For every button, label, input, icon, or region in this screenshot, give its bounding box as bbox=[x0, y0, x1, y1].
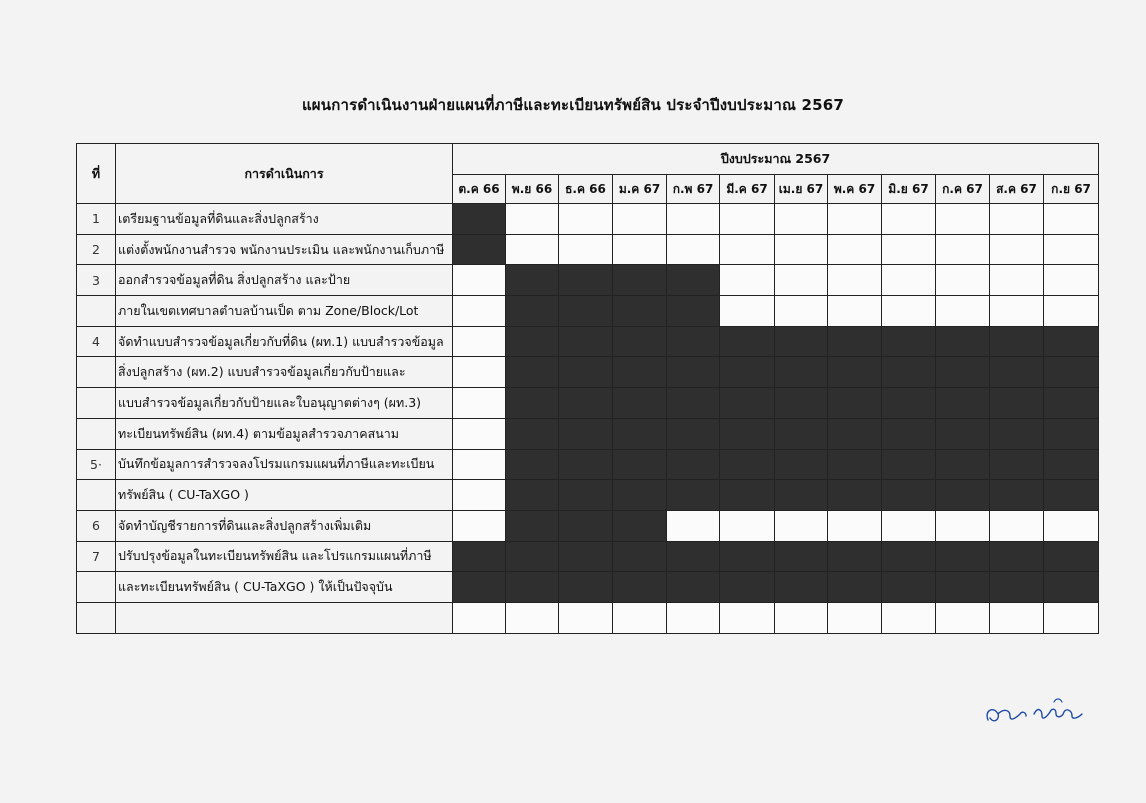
schedule-cell-filled bbox=[613, 480, 667, 511]
table-row bbox=[77, 541, 1099, 572]
schedule-cell-filled bbox=[1044, 572, 1099, 603]
row-number: 6 bbox=[77, 510, 116, 541]
schedule-cell-filled bbox=[882, 480, 936, 511]
schedule-cell-filled bbox=[559, 326, 613, 357]
schedule-cell-filled bbox=[667, 357, 720, 388]
schedule-cell-empty bbox=[720, 602, 775, 633]
schedule-cell-filled bbox=[720, 418, 775, 449]
schedule-cell-empty bbox=[1044, 296, 1099, 327]
schedule-cell-filled bbox=[506, 418, 559, 449]
schedule-cell-empty bbox=[613, 204, 667, 235]
schedule-cell-filled bbox=[667, 296, 720, 327]
signature bbox=[980, 688, 1090, 738]
schedule-cell-empty bbox=[559, 234, 613, 265]
row-activity: ออกสำรวจข้อมูลที่ดิน สิ่งปลูกสร้าง และป้าย bbox=[116, 265, 453, 296]
schedule-cell-empty bbox=[990, 204, 1044, 235]
schedule-cell-filled bbox=[882, 572, 936, 603]
header-month-7: เม.ย 67 bbox=[775, 175, 828, 204]
schedule-cell-filled bbox=[559, 541, 613, 572]
schedule-cell-empty bbox=[990, 265, 1044, 296]
schedule-cell-empty bbox=[559, 204, 613, 235]
schedule-cell-filled bbox=[828, 541, 882, 572]
schedule-cell-filled bbox=[506, 265, 559, 296]
row-activity: ปรับปรุงข้อมูลในทะเบียนทรัพย์สิน และโปรแกรมแผนที่ภาษี bbox=[116, 541, 453, 572]
schedule-cell-filled bbox=[720, 388, 775, 419]
schedule-cell-empty bbox=[990, 234, 1044, 265]
schedule-cell-filled bbox=[936, 326, 990, 357]
schedule-cell-empty bbox=[720, 510, 775, 541]
schedule-cell-filled bbox=[613, 572, 667, 603]
schedule-cell-empty bbox=[1044, 234, 1099, 265]
table-row bbox=[77, 510, 1099, 541]
schedule-cell-empty bbox=[828, 602, 882, 633]
schedule-cell-empty bbox=[882, 204, 936, 235]
schedule-cell-filled bbox=[775, 572, 828, 603]
schedule-cell-empty bbox=[1044, 204, 1099, 235]
schedule-cell-empty bbox=[1044, 265, 1099, 296]
schedule-cell-filled bbox=[613, 541, 667, 572]
schedule-cell-filled bbox=[775, 541, 828, 572]
schedule-cell-filled bbox=[828, 326, 882, 357]
header-month-1: ต.ค 66 bbox=[453, 175, 506, 204]
schedule-cell-filled bbox=[775, 326, 828, 357]
schedule-cell-empty bbox=[559, 602, 613, 633]
schedule-cell-filled bbox=[506, 510, 559, 541]
schedule-cell-filled bbox=[720, 357, 775, 388]
schedule-cell-filled bbox=[775, 357, 828, 388]
schedule-cell-empty bbox=[775, 265, 828, 296]
schedule-cell-empty bbox=[453, 602, 506, 633]
schedule-cell-filled bbox=[667, 265, 720, 296]
schedule-cell-filled bbox=[613, 449, 667, 480]
schedule-cell-filled bbox=[506, 296, 559, 327]
row-activity: และทะเบียนทรัพย์สิน ( CU-TaXGO ) ให้เป็นปัจจุบัน bbox=[116, 572, 453, 603]
schedule-cell-empty bbox=[882, 296, 936, 327]
schedule-cell-empty bbox=[506, 234, 559, 265]
schedule-cell-filled bbox=[775, 480, 828, 511]
document-title: แผนการดำเนินงานฝ่ายแผนที่ภาษีและทะเบียนทรัพย์สิน ประจำปีงบประมาณ 2567 bbox=[301, 96, 845, 114]
schedule-cell-filled bbox=[828, 418, 882, 449]
schedule-cell-empty bbox=[936, 296, 990, 327]
row-number bbox=[77, 388, 116, 419]
table-row bbox=[77, 204, 1099, 235]
header-month-4: ม.ค 67 bbox=[613, 175, 667, 204]
header-month-9: มิ.ย 67 bbox=[882, 175, 936, 204]
row-number bbox=[77, 357, 116, 388]
header-activity: การดำเนินการ bbox=[116, 144, 453, 204]
schedule-cell-filled bbox=[775, 418, 828, 449]
header-month-10: ก.ค 67 bbox=[936, 175, 990, 204]
gantt-table bbox=[76, 143, 1099, 634]
schedule-cell-empty bbox=[1044, 510, 1099, 541]
schedule-cell-empty bbox=[775, 296, 828, 327]
schedule-cell-filled bbox=[1044, 418, 1099, 449]
row-number bbox=[77, 602, 116, 633]
schedule-cell-filled bbox=[720, 572, 775, 603]
table-row bbox=[77, 449, 1099, 480]
schedule-cell-filled bbox=[720, 541, 775, 572]
schedule-cell-filled bbox=[990, 449, 1044, 480]
schedule-cell-filled bbox=[453, 234, 506, 265]
schedule-cell-filled bbox=[1044, 541, 1099, 572]
schedule-cell-filled bbox=[720, 480, 775, 511]
schedule-cell-empty bbox=[936, 234, 990, 265]
schedule-cell-filled bbox=[667, 388, 720, 419]
schedule-cell-empty bbox=[882, 510, 936, 541]
header-fiscal-year: ปีงบประมาณ 2567 bbox=[453, 144, 1099, 175]
schedule-cell-filled bbox=[936, 449, 990, 480]
schedule-cell-empty bbox=[882, 234, 936, 265]
schedule-cell-filled bbox=[882, 388, 936, 419]
row-activity: เตรียมฐานข้อมูลที่ดินและสิ่งปลูกสร้าง bbox=[116, 204, 453, 235]
schedule-cell-filled bbox=[667, 541, 720, 572]
schedule-cell-filled bbox=[720, 449, 775, 480]
schedule-cell-filled bbox=[882, 326, 936, 357]
schedule-cell-filled bbox=[882, 357, 936, 388]
schedule-cell-filled bbox=[936, 541, 990, 572]
schedule-cell-filled bbox=[990, 480, 1044, 511]
schedule-cell-filled bbox=[828, 572, 882, 603]
row-number: 4 bbox=[77, 326, 116, 357]
schedule-cell-filled bbox=[613, 296, 667, 327]
row-number: 3 bbox=[77, 265, 116, 296]
schedule-cell-empty bbox=[613, 602, 667, 633]
schedule-cell-filled bbox=[613, 265, 667, 296]
row-activity: จัดทำแบบสำรวจข้อมูลเกี่ยวกับที่ดิน (ผท.1) แบบสำรวจข้อมูล bbox=[116, 326, 453, 357]
row-activity bbox=[116, 602, 453, 633]
row-number: 5· bbox=[77, 449, 116, 480]
schedule-cell-filled bbox=[453, 572, 506, 603]
schedule-cell-empty bbox=[828, 204, 882, 235]
schedule-cell-filled bbox=[613, 357, 667, 388]
schedule-cell-filled bbox=[506, 449, 559, 480]
schedule-cell-filled bbox=[559, 388, 613, 419]
schedule-cell-filled bbox=[559, 480, 613, 511]
schedule-cell-empty bbox=[775, 204, 828, 235]
row-activity: ภายในเขตเทศบาลตำบลบ้านเป็ด ตาม Zone/Block/Lot bbox=[116, 296, 453, 327]
schedule-cell-empty bbox=[828, 510, 882, 541]
schedule-cell-empty bbox=[613, 234, 667, 265]
schedule-cell-empty bbox=[775, 234, 828, 265]
schedule-cell-filled bbox=[667, 418, 720, 449]
schedule-cell-empty bbox=[667, 510, 720, 541]
schedule-cell-filled bbox=[1044, 480, 1099, 511]
schedule-cell-empty bbox=[667, 234, 720, 265]
row-activity: แต่งตั้งพนักงานสำรวจ พนักงานประเมิน และพนักงานเก็บภาษี bbox=[116, 234, 453, 265]
schedule-cell-empty bbox=[882, 602, 936, 633]
row-number bbox=[77, 418, 116, 449]
schedule-cell-empty bbox=[936, 602, 990, 633]
schedule-cell-empty bbox=[453, 357, 506, 388]
table-row bbox=[77, 480, 1099, 511]
table-row bbox=[77, 357, 1099, 388]
row-number bbox=[77, 296, 116, 327]
schedule-cell-filled bbox=[613, 418, 667, 449]
header-month-3: ธ.ค 66 bbox=[559, 175, 613, 204]
schedule-cell-empty bbox=[990, 602, 1044, 633]
schedule-cell-filled bbox=[990, 541, 1044, 572]
schedule-cell-empty bbox=[453, 480, 506, 511]
schedule-cell-filled bbox=[828, 480, 882, 511]
table-row bbox=[77, 388, 1099, 419]
schedule-cell-filled bbox=[667, 326, 720, 357]
schedule-cell-filled bbox=[775, 388, 828, 419]
schedule-cell-filled bbox=[559, 296, 613, 327]
row-activity: ทะเบียนทรัพย์สิน (ผท.4) ตามข้อมูลสำรวจภาคสนาม bbox=[116, 418, 453, 449]
schedule-cell-filled bbox=[828, 357, 882, 388]
schedule-cell-filled bbox=[936, 572, 990, 603]
schedule-cell-empty bbox=[667, 602, 720, 633]
schedule-cell-filled bbox=[882, 449, 936, 480]
schedule-cell-empty bbox=[506, 602, 559, 633]
schedule-cell-empty bbox=[453, 510, 506, 541]
schedule-cell-filled bbox=[613, 510, 667, 541]
schedule-cell-filled bbox=[613, 388, 667, 419]
schedule-cell-empty bbox=[828, 265, 882, 296]
schedule-cell-filled bbox=[990, 326, 1044, 357]
schedule-cell-filled bbox=[990, 388, 1044, 419]
table-row bbox=[77, 572, 1099, 603]
schedule-cell-filled bbox=[667, 449, 720, 480]
row-activity: แบบสำรวจข้อมูลเกี่ยวกับป้ายและใบอนุญาตต่างๆ (ผท.3) bbox=[116, 388, 453, 419]
schedule-cell-empty bbox=[936, 204, 990, 235]
schedule-cell-empty bbox=[1044, 602, 1099, 633]
row-activity: บันทึกข้อมูลการสำรวจลงโปรมแกรมแผนที่ภาษีและทะเบียน bbox=[116, 449, 453, 480]
schedule-cell-filled bbox=[936, 480, 990, 511]
schedule-cell-filled bbox=[1044, 449, 1099, 480]
row-activity: จัดทำบัญชีรายการที่ดินและสิ่งปลูกสร้างเพิ่มเติม bbox=[116, 510, 453, 541]
schedule-cell-empty bbox=[775, 602, 828, 633]
header-no: ที่ bbox=[77, 144, 116, 204]
schedule-cell-filled bbox=[1044, 326, 1099, 357]
schedule-cell-filled bbox=[936, 388, 990, 419]
schedule-cell-empty bbox=[882, 265, 936, 296]
schedule-cell-empty bbox=[936, 265, 990, 296]
schedule-cell-empty bbox=[667, 204, 720, 235]
schedule-cell-filled bbox=[1044, 357, 1099, 388]
schedule-cell-filled bbox=[936, 357, 990, 388]
schedule-cell-filled bbox=[506, 357, 559, 388]
schedule-cell-filled bbox=[559, 265, 613, 296]
table-row bbox=[77, 296, 1099, 327]
schedule-cell-filled bbox=[559, 572, 613, 603]
schedule-cell-filled bbox=[667, 480, 720, 511]
schedule-cell-filled bbox=[720, 326, 775, 357]
schedule-cell-filled bbox=[506, 541, 559, 572]
schedule-cell-filled bbox=[936, 418, 990, 449]
schedule-cell-filled bbox=[506, 388, 559, 419]
schedule-cell-empty bbox=[990, 510, 1044, 541]
header-month-2: พ.ย 66 bbox=[506, 175, 559, 204]
schedule-cell-empty bbox=[453, 265, 506, 296]
schedule-cell-filled bbox=[882, 418, 936, 449]
schedule-cell-empty bbox=[720, 265, 775, 296]
schedule-cell-filled bbox=[559, 449, 613, 480]
schedule-cell-filled bbox=[453, 204, 506, 235]
row-number: 2 bbox=[77, 234, 116, 265]
schedule-cell-filled bbox=[882, 541, 936, 572]
schedule-cell-empty bbox=[720, 234, 775, 265]
schedule-cell-empty bbox=[990, 296, 1044, 327]
schedule-cell-filled bbox=[990, 357, 1044, 388]
table-row bbox=[77, 418, 1099, 449]
schedule-cell-empty bbox=[828, 296, 882, 327]
schedule-cell-empty bbox=[453, 326, 506, 357]
row-number bbox=[77, 480, 116, 511]
schedule-cell-filled bbox=[613, 326, 667, 357]
schedule-cell-filled bbox=[990, 418, 1044, 449]
header-month-8: พ.ค 67 bbox=[828, 175, 882, 204]
schedule-cell-filled bbox=[559, 510, 613, 541]
table-row bbox=[77, 234, 1099, 265]
schedule-cell-empty bbox=[453, 388, 506, 419]
header-month-12: ก.ย 67 bbox=[1044, 175, 1099, 204]
schedule-cell-empty bbox=[720, 204, 775, 235]
schedule-cell-filled bbox=[453, 541, 506, 572]
schedule-cell-empty bbox=[936, 510, 990, 541]
schedule-cell-filled bbox=[828, 449, 882, 480]
schedule-cell-filled bbox=[990, 572, 1044, 603]
schedule-cell-empty bbox=[453, 418, 506, 449]
schedule-cell-empty bbox=[720, 296, 775, 327]
schedule-cell-filled bbox=[667, 572, 720, 603]
row-number: 1 bbox=[77, 204, 116, 235]
row-number bbox=[77, 572, 116, 603]
schedule-cell-filled bbox=[506, 572, 559, 603]
table-row bbox=[77, 265, 1099, 296]
table-row bbox=[77, 602, 1099, 633]
schedule-cell-empty bbox=[453, 449, 506, 480]
schedule-cell-empty bbox=[453, 296, 506, 327]
schedule-cell-empty bbox=[828, 234, 882, 265]
header-month-6: มี.ค 67 bbox=[720, 175, 775, 204]
schedule-cell-filled bbox=[506, 326, 559, 357]
header-month-5: ก.พ 67 bbox=[667, 175, 720, 204]
schedule-cell-filled bbox=[775, 449, 828, 480]
schedule-cell-filled bbox=[559, 357, 613, 388]
row-activity: สิ่งปลูกสร้าง (ผท.2) แบบสำรวจข้อมูลเกี่ยวกับป้ายและ bbox=[116, 357, 453, 388]
schedule-cell-empty bbox=[506, 204, 559, 235]
schedule-cell-filled bbox=[506, 480, 559, 511]
header-month-11: ส.ค 67 bbox=[990, 175, 1044, 204]
table-row bbox=[77, 326, 1099, 357]
schedule-cell-filled bbox=[1044, 388, 1099, 419]
row-number: 7 bbox=[77, 541, 116, 572]
row-activity: ทรัพย์สิน ( CU-TaXGO ) bbox=[116, 480, 453, 511]
schedule-cell-filled bbox=[559, 418, 613, 449]
schedule-cell-filled bbox=[828, 388, 882, 419]
schedule-cell-empty bbox=[775, 510, 828, 541]
